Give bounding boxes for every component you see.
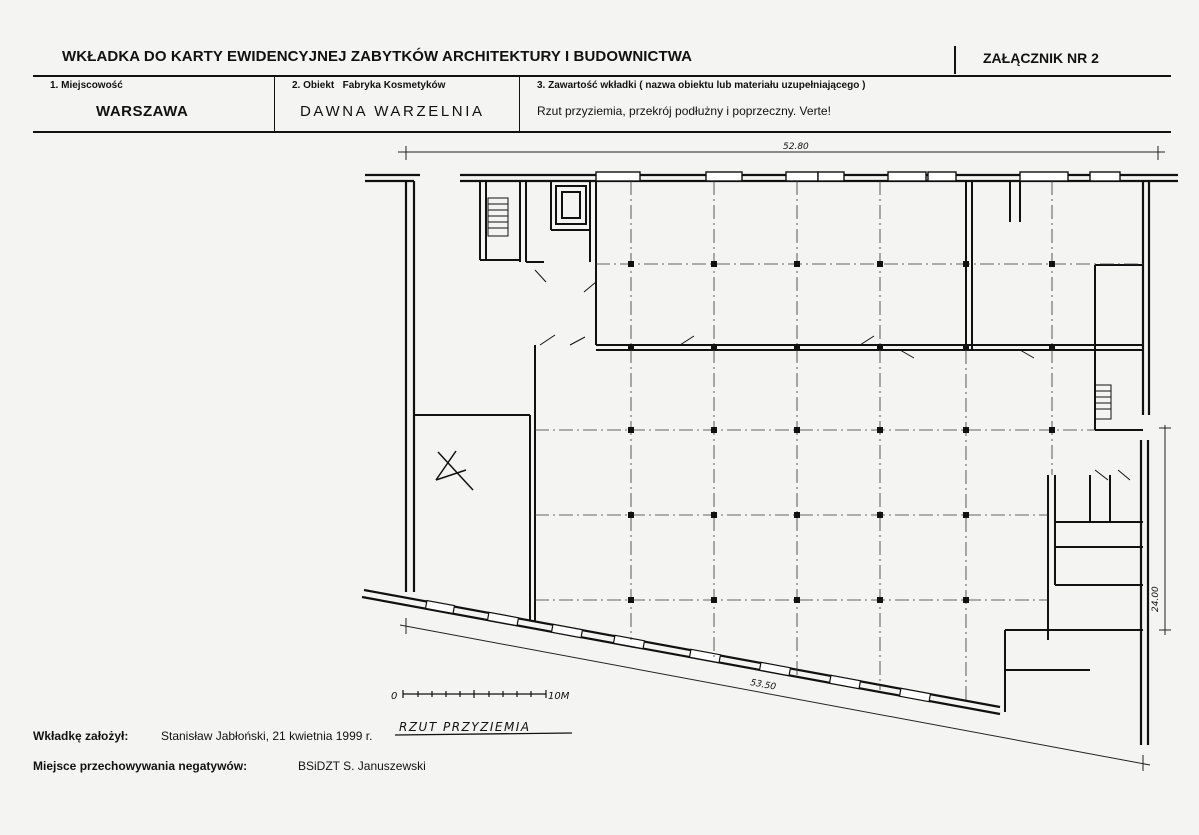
header-rule	[33, 75, 1171, 77]
object-label	[292, 80, 445, 91]
north-arrow	[436, 451, 473, 490]
locality-value: WARSZAWA	[96, 103, 189, 120]
stairs-right	[1095, 385, 1111, 419]
negatives-location-label: Miejsce przechowywania negatywów:	[33, 759, 248, 773]
scale-bar	[403, 690, 546, 698]
contents-label: 3. Zawartość wkładki ( nazwa obiektu lub materiału uzupełniającego )	[537, 80, 866, 91]
field-divider-2	[519, 77, 520, 132]
contents-value: Rzut przyziemia, przekrój podłużny i poprzeczny. Verte!	[537, 104, 831, 118]
dimension-right-label: 24.00	[1151, 586, 1161, 612]
negatives-location-value: BSiDZT S. Januszewski	[298, 759, 426, 773]
header-divider-vertical	[954, 46, 956, 74]
card-title: WKŁADKA DO KARTY EWIDENCYJNEJ ZABYTKÓW ARCHITEKTURY I BUDOWNICTWA	[62, 48, 693, 65]
windows-top	[596, 172, 1120, 181]
object-number-label: 2. Obiekt	[292, 80, 335, 91]
lift-shaft	[556, 186, 586, 224]
ground-floor-plan	[355, 138, 1185, 778]
field-divider-1	[274, 77, 275, 132]
dimension-bottom-label: 53.50	[749, 678, 777, 693]
interior-walls	[414, 181, 1143, 712]
created-by-label: Wkładkę założył:	[33, 729, 129, 743]
column-grid	[535, 181, 1143, 700]
object-value: DAWNA WARZELNIA	[300, 103, 485, 120]
annex-number: ZAŁĄCZNIK NR 2	[983, 50, 1099, 66]
scale-end-label: 10M	[548, 691, 570, 702]
dimension-top	[398, 146, 1165, 160]
columns	[628, 261, 1055, 603]
dimension-top-label: 52.80	[783, 142, 809, 152]
windows-bottom	[426, 601, 931, 702]
drawing-title: RZUT PRZYZIEMIA	[399, 720, 531, 734]
object-name: Fabryka Kosmetyków	[342, 80, 446, 91]
stairs-left	[488, 198, 508, 236]
door-swings	[535, 270, 1130, 480]
locality-label: 1. Miejscowość	[50, 80, 123, 91]
field-row-rule	[33, 131, 1171, 133]
created-by-value: Stanisław Jabłoński, 21 kwietnia 1999 r.	[161, 729, 373, 743]
scale-start-label: 0	[391, 691, 398, 702]
